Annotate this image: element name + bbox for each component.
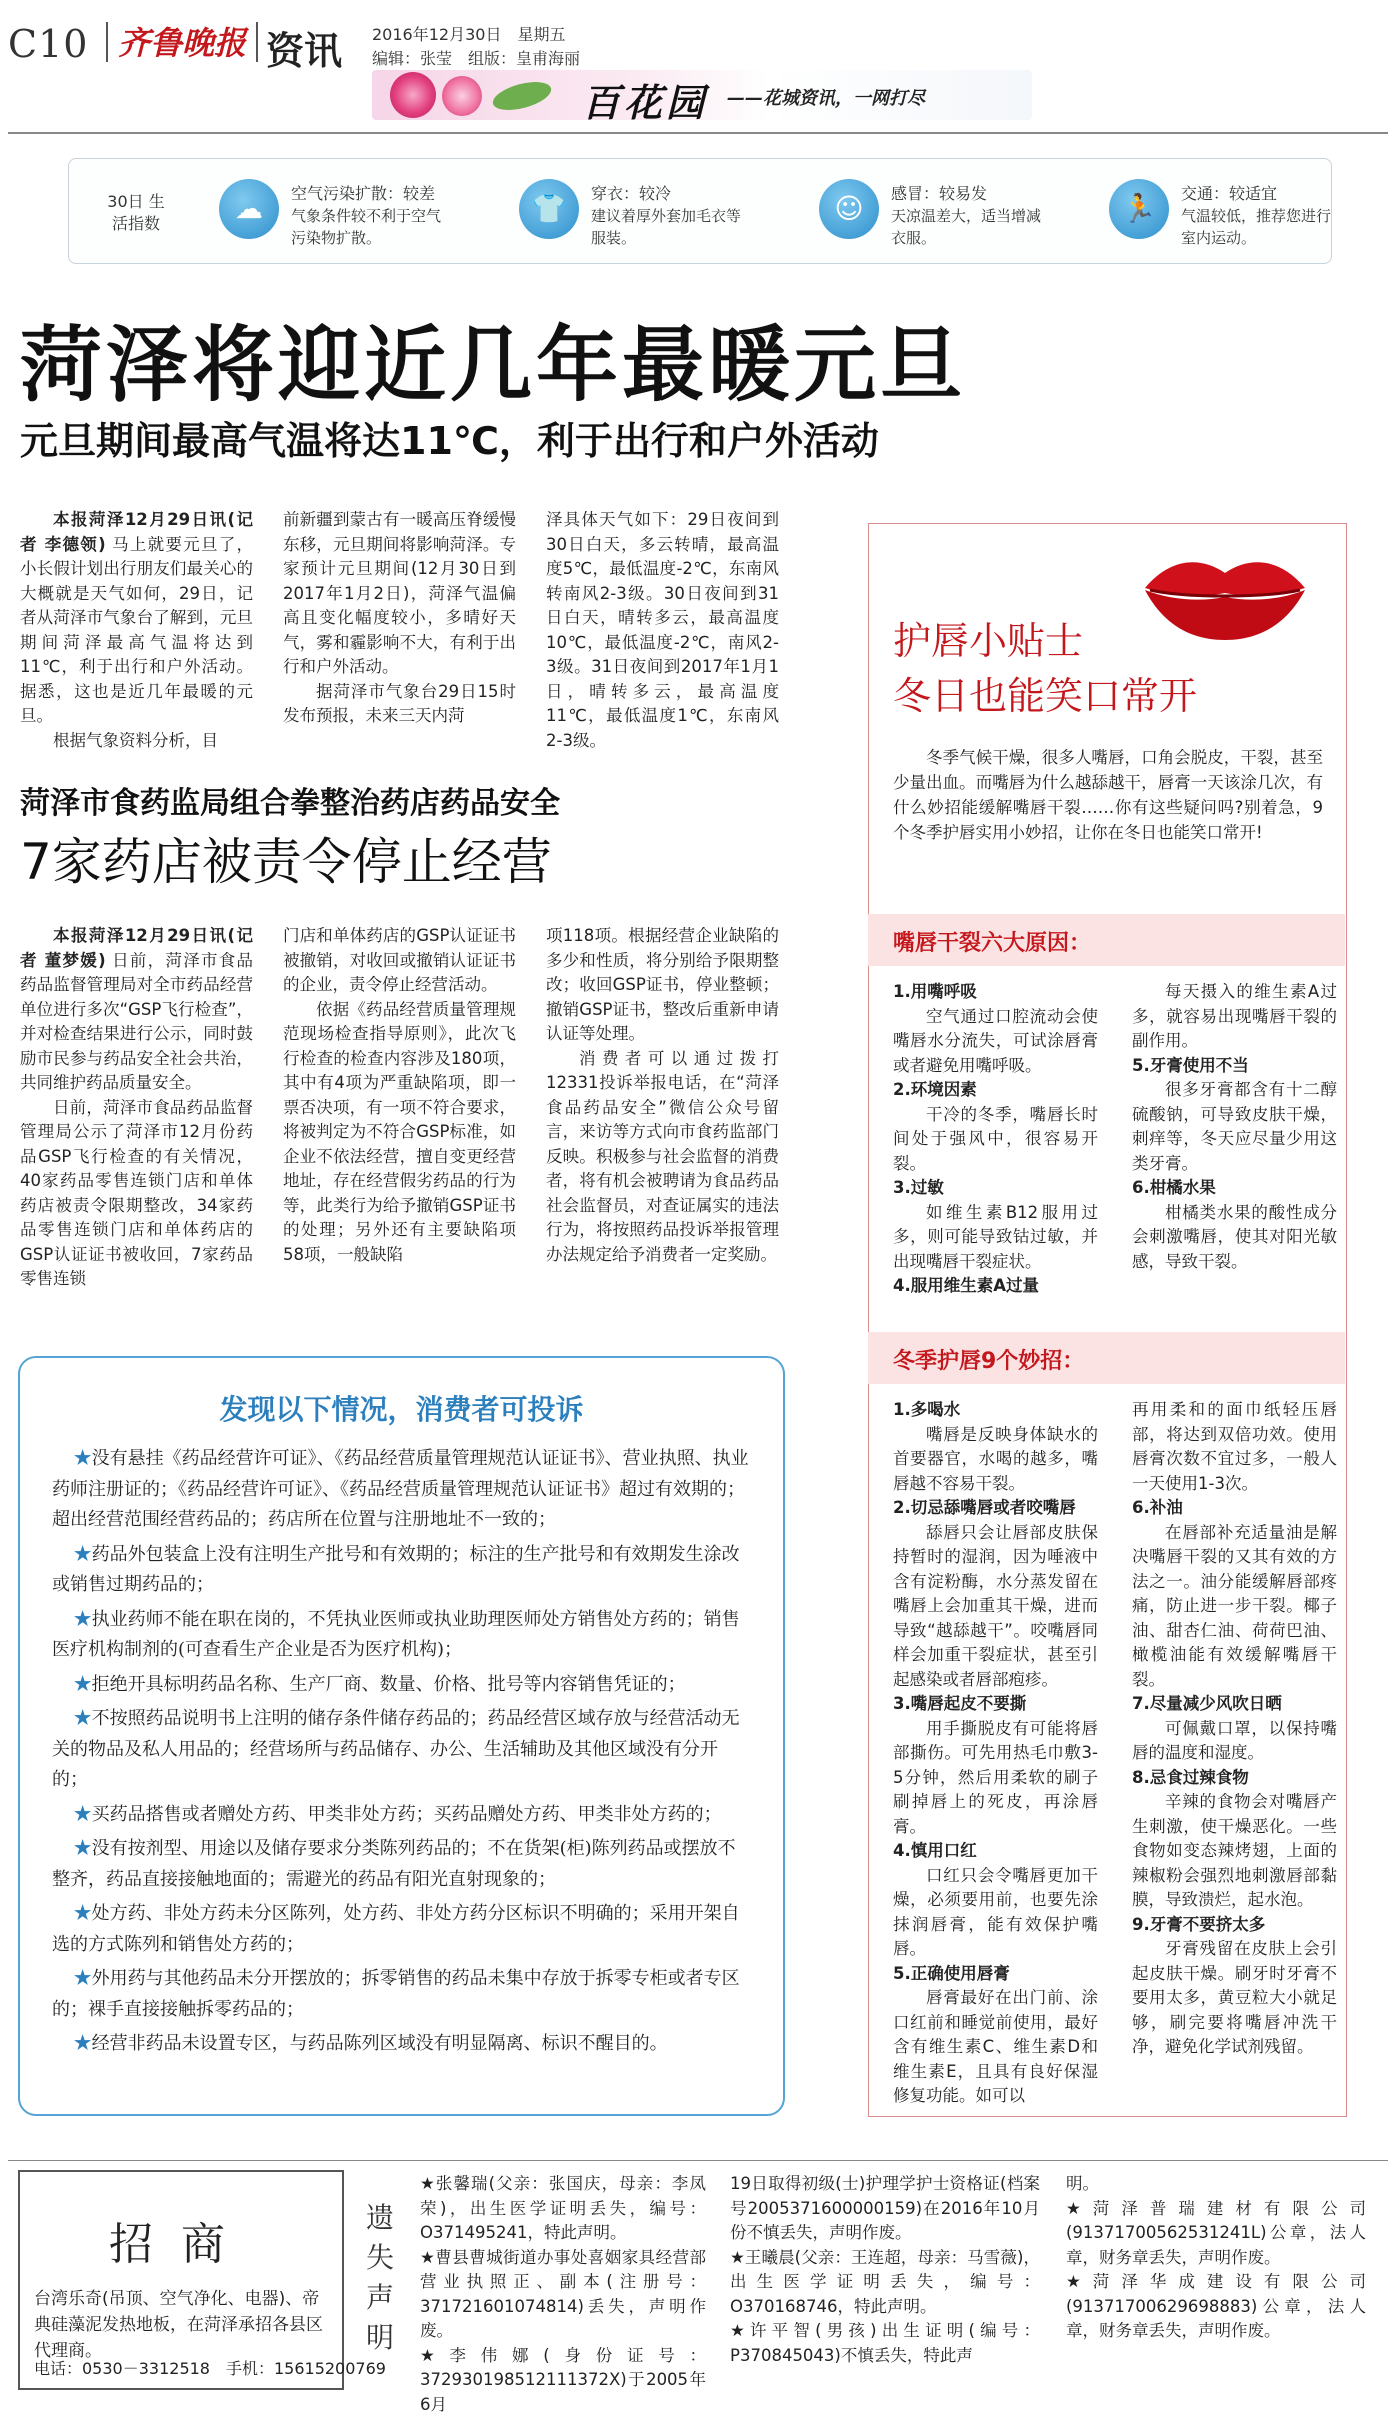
- star-icon: ★: [74, 1609, 92, 1630]
- article2-text: 消费者可以通过拨打12331投诉举报电话，在“菏泽食品药品安全”微信公众号留言，来访等方式向市食药监部门反映。积极参与社会监督的消费者，将有机会被聘请为食品药品社会监督员，对查证属实的违法行为，将按照药品投诉举报管理办法规定给予消费者一定奖励。: [546, 1047, 779, 1268]
- tips-heading: 冬季护唇9个妙招：: [893, 1344, 1084, 1375]
- tips-column-2: 再用柔和的面巾纸轻压唇部，将达到双倍功效。使用唇膏次数不宜过多，一般人一天使用1-3次。 6.补油 在唇部补充适量油是解决嘴唇干裂的又其有效的方法之一。油分能缓解唇部疼痛，防止进一步干裂。椰子油、甜杏仁油、荷荷巴油、橄榄油能有效缓解嘴唇干裂。 7.尽量减少风吹日晒 可佩戴口罩，以保持嘴唇的温度和湿度。 8.忌食过辣食物 辛辣的食物会对嘴唇产生刺激，使干燥恶化。一些食物如变态辣烤翅，上面的辣椒粉会强烈地刺激唇部黏膜，导致溃烂，起水泡。 9.牙膏不要挤太多 牙膏残留在皮肤上会引起皮肤干燥。刷牙时牙膏不要用太多，黄豆粒大小就足够，刷完要将嘴唇冲洗干净，避免化学试剂残留。: [1132, 1398, 1337, 2060]
- article2-column-2: [283, 924, 516, 1267]
- editors-line: 编辑：张莹 组版：皇甫海丽: [372, 46, 580, 69]
- complaint-item: ★药品外包装盒上没有注明生产批号和有效期的；标注的生产批号和有效期发生涂改或销售过期药品的；: [52, 1540, 752, 1601]
- investment-ad-phone: 电话：0530－3312518 手机：15615200769: [34, 2356, 386, 2379]
- article2-column-1: [20, 924, 253, 1292]
- reasons-column-2: 每天摄入的维生素A过多，就容易出现嘴唇干裂的副作用。 5.牙膏使用不当 很多牙膏都含有十二醇硫酸钠，可导致皮肤干燥，刺痒等，冬天应尽量少用这类牙膏。 6.柑橘水果 柑橘类水果的酸性成分会刺激嘴唇，使其对阳光敏感，导致干裂。: [1132, 980, 1337, 1274]
- article2-column-3: [546, 924, 779, 1267]
- star-icon: ★: [74, 1804, 92, 1825]
- main-headline: 菏泽将迎近几年最暖元旦: [20, 300, 966, 417]
- article2-text: 依据《药品经营质量管理规范现场检查指导原则》，此次飞行检查的检查内容涉及180项，其中有4项为严重缺陷项，即一票否决项，有一项不符合要求，将被判定为不符合GSP标准，如企业不依法经营，擅自变更经营地址，存在经营假劣药品的行为等，此类行为给予撤销GSP证书的处理；另外还有主要缺陷项58项，一般缺陷: [283, 998, 516, 1268]
- bottom-rule: [8, 2160, 1388, 2161]
- lost-notice-item: ★曹县曹城街道办事处喜姻家具经营部营业执照正、副本(注册号：371721601074814)丢失，声明作废。: [420, 2246, 706, 2344]
- article2-text: 门店和单体药店的GSP认证证书被撤销，对收回或撤销认证证书的企业，责令停止经营活动。: [283, 924, 516, 998]
- complaint-list: [52, 1444, 752, 2064]
- column-banner: [372, 70, 1032, 120]
- life-index-text: 气象条件较不利于空气污染物扩散。: [291, 205, 441, 249]
- article2-byline: 本报菏泽12月29日讯(记者 董梦媛): [20, 926, 253, 970]
- lost-notice-item: ★菏泽普瑞建材有限公司(91371700562531241L)公章，法人章，财务章丢失，声明作废。: [1066, 2197, 1366, 2271]
- star-icon: ★: [74, 1544, 92, 1565]
- star-icon: ★: [74, 2033, 92, 2054]
- header-divider: [256, 22, 258, 62]
- article1-text: 前新疆到蒙古有一暖高压脊缓慢东移，元旦期间将影响菏泽。专家预计元旦期间(12月30日到2017年1月2日)，菏泽气温偏高且变化幅度较小，多晴好天气，雾和霾影响不大，有利于出行和户外活动。: [283, 508, 516, 680]
- section-title: 资讯: [266, 20, 342, 75]
- star-icon: ★: [74, 1968, 92, 1989]
- lost-notice-item: 19日取得初级(士)护理学护士资格证(档案号2005371600000159)在2016年10月份不慎丢失，声明作废。: [730, 2172, 1040, 2246]
- complaint-item: ★经营非药品未设置专区，与药品陈列区域没有明显隔离、标识不醒目的。: [52, 2029, 752, 2060]
- lost-notice-column-1: [420, 2172, 706, 2417]
- article1-text: 据菏泽市气象台29日15时发布预报，未来三天内菏: [283, 680, 516, 729]
- lips-icon: [1140, 548, 1310, 643]
- main-subheadline: 元旦期间最高气温将达11℃，利于出行和户外活动: [20, 410, 879, 465]
- leaf-icon: [490, 77, 554, 116]
- article1-text: 马上就要元旦了，小长假计划出行朋友们最关心的大概就是天气如何，29日，记者从菏泽市气象台了解到，元旦期间菏泽最高气温将达到11℃，利于出行和户外活动。据悉，这也是近几年最暖的元旦。: [20, 535, 253, 726]
- lost-notice-label: 遗失声明: [360, 2198, 400, 2358]
- life-index-text: 天凉温差大，适当增减衣服。: [891, 205, 1041, 249]
- lost-notice-item: ★李伟娜(身份证号：372930198512111372X)于2005年6月: [420, 2344, 706, 2417]
- article1-column-2: [283, 508, 516, 729]
- complaint-title: 发现以下情况，消费者可投诉: [20, 1388, 783, 1428]
- complaint-item: ★执业药师不能在职在岗的，不凭执业医师或执业助理医师处方销售处方药的；销售医疗机构制剂的(可查看生产企业是否为医疗机构)；: [52, 1605, 752, 1666]
- article2-text: 项118项。根据经营企业缺陷的多少和性质，将分别给予限期整改；收回GSP证书，停业整顿；撤销GSP证书，整改后重新申请认证等处理。: [546, 924, 779, 1047]
- banner-slogan: ——花城资讯，一网打尽: [727, 84, 925, 110]
- article1-text: 根据气象资料分析，目: [20, 729, 253, 754]
- lip-care-subtitle: 冬日也能笑口常开: [893, 665, 1197, 720]
- life-index-box: [68, 158, 1332, 264]
- complaint-box: [18, 1356, 785, 2116]
- investment-ad-text: 台湾乐奇(吊顶、空气净化、电器)、帝典硅藻泥发热地板，在菏泽承招各县区代理商。: [34, 2286, 334, 2364]
- life-index-title: 交通：较适宜: [1181, 181, 1277, 204]
- reasons-column-1: 1.用嘴呼吸 空气通过口腔流动会使嘴唇水分流失，可试涂唇膏或者避免用嘴呼吸。 2.环境因素 干冷的冬季，嘴唇长时间处于强风中，很容易开裂。 3.过敏 如维生素B12服用过多，则可能导致钴过敏，并出现嘴唇干裂症状。 4.服用维生素A过量: [893, 980, 1098, 1299]
- newspaper-logo: 齐鲁晚报: [118, 18, 246, 64]
- life-index-title: 空气污染扩散：较差: [291, 181, 435, 204]
- complaint-item: ★处方药、非处方药未分区陈列，处方药、非处方药分区标识不明确的；采用开架自选的方式陈列和销售处方药的；: [52, 1899, 752, 1960]
- lost-notice-item: ★张馨瑞(父亲：张国庆，母亲：李凤荣)，出生医学证明丢失，编号：O371495241，特此声明。: [420, 2172, 706, 2246]
- page-number: C10: [8, 22, 88, 66]
- lost-notice-item: ★许平智(男孩)出生证明(编号：P370845043)不慎丢失，特此声: [730, 2319, 1040, 2368]
- life-index-text: 建议着厚外套加毛衣等服装。: [591, 205, 741, 249]
- cold-icon: ☺: [819, 179, 879, 239]
- air-icon: ☁: [219, 179, 279, 239]
- life-index-title: 感冒：较易发: [891, 181, 987, 204]
- complaint-item: ★不按照药品说明书上注明的储存条件储存药品的；药品经营区域存放与经营活动无关的物品及私人用品的；经营场所与药品储存、办公、生活辅助及其他区域没有分开的；: [52, 1704, 752, 1796]
- star-icon: ★: [74, 1903, 92, 1924]
- lost-notice-item: ★王曦晨(父亲：王连超，母亲：马雪薇)，出生医学证明丢失，编号：O370168746，特此声明。: [730, 2246, 1040, 2320]
- star-icon: ★: [74, 1674, 92, 1695]
- article1-column-1: [20, 508, 253, 753]
- banner-title: 百花园: [582, 72, 708, 120]
- article1-column-3: [546, 508, 779, 753]
- life-index-label: 30日 生活指数: [101, 191, 171, 235]
- complaint-item: ★外用药与其他药品未分开摆放的；拆零销售的药品未集中存放于拆零专柜或者专区的；裸手直接接触拆零药品的；: [52, 1964, 752, 2025]
- article1-text: 泽具体天气如下：29日夜间到30日白天，多云转晴，最高温度5℃，最低温度-2℃，东南风转南风2-3级。30日夜间到31日白天，晴转多云，最高温度10℃，最低温度-2℃，南风2-3级。31日夜间到2017年1月1日，晴转多云，最高温度11℃，最低温度1℃，东南风2-3级。: [546, 508, 779, 753]
- traffic-icon: 🏃: [1109, 179, 1169, 239]
- lip-care-intro: 冬季气候干燥，很多人嘴唇，口角会脱皮，干裂，甚至少量出血。而嘴唇为什么越舔越干，唇膏一天该涂几次，有什么妙招能缓解嘴唇干裂……你有这些疑问吗?别着急，9个冬季护唇实用小妙招，让你在冬日也能笑口常开!: [893, 745, 1323, 845]
- investment-ad-box: [18, 2170, 344, 2390]
- clothes-icon: 👕: [519, 179, 579, 239]
- issue-date: 2016年12月30日 星期五: [372, 22, 565, 45]
- lost-notice-column-3: [1066, 2172, 1366, 2344]
- tips-column-1: 1.多喝水 嘴唇是反映身体缺水的首要器官，水喝的越多，嘴唇越不容易干裂。 2.切忌舔嘴唇或者咬嘴唇 舔唇只会让唇部皮肤保持暂时的湿润，因为唾液中含有淀粉酶，水分蒸发留在嘴唇上会加重其干燥，进而导致“越舔越干”。咬嘴唇同样会加重干裂症状，甚至引起感染或者唇部疱疹。 3.嘴唇起皮不要撕 用手撕脱皮有可能将唇部撕伤。可先用热毛巾敷3-5分钟，然后用柔软的刷子刷掉唇上的死皮，再涂唇膏。 4.慎用口红 口红只会令嘴唇更加干燥，必须要用前，也要先涂抹润唇膏，能有效保护嘴唇。 5.正确使用唇膏 唇膏最好在出门前、涂口红前和睡觉前使用，最好含有维生素C、维生素D和维生素E，且具有良好保湿修复功能。如可以: [893, 1398, 1098, 2109]
- reasons-heading: 嘴唇干裂六大原因：: [893, 926, 1091, 957]
- star-icon: ★: [74, 1708, 92, 1729]
- article1-byline: 本报菏泽12月29日讯(记者 李德领): [20, 510, 253, 554]
- lost-notice-item: 明。: [1066, 2172, 1366, 2197]
- header-rule: [8, 132, 1388, 134]
- lip-care-title: 护唇小贴士: [893, 610, 1083, 665]
- life-index-title: 穿衣：较冷: [591, 181, 671, 204]
- investment-ad-title: 招商: [20, 2208, 342, 2272]
- complaint-item: ★买药品搭售或者赠处方药、甲类非处方药；买药品赠处方药、甲类非处方药的；: [52, 1800, 752, 1831]
- life-index-text: 气温较低，推荐您进行室内运动。: [1181, 205, 1331, 249]
- star-icon: ★: [74, 1448, 92, 1469]
- flower-icon: [442, 76, 482, 116]
- complaint-item: ★没有悬挂《药品经营许可证》、《药品经营质量管理规范认证证书》、营业执照、执业药师注册证的；《药品经营许可证》、《药品经营质量管理规范认证证书》超过有效期的；超出经营范围经营药品的；药店所在位置与注册地址不一致的；: [52, 1444, 752, 1536]
- article2-subheadline: 7家药店被责令停止经营: [20, 822, 552, 894]
- lost-notice-column-2: [730, 2172, 1040, 2368]
- lost-notice-item: ★菏泽华成建设有限公司(91371700629698883)公章，法人章，财务章丢失，声明作废。: [1066, 2270, 1366, 2344]
- article2-headline: 菏泽市食药监局组合拳整治药店药品安全: [20, 778, 560, 822]
- article2-text: 日前，菏泽市食品药品监督管理局对全市药品经营单位进行多次“GSP飞行检查”，并对检查结果进行公示，同时鼓励市民参与药品安全社会共治，共同维护药品质量安全。: [20, 951, 253, 1093]
- flower-icon: [390, 72, 436, 118]
- complaint-item: ★没有按剂型、用途以及储存要求分类陈列药品的；不在货架(柜)陈列药品或摆放不整齐，药品直接接触地面的；需避光的药品有阳光直射现象的；: [52, 1834, 752, 1895]
- header-divider: [106, 22, 108, 62]
- star-icon: ★: [74, 1838, 92, 1859]
- complaint-item: ★拒绝开具标明药品名称、生产厂商、数量、价格、批号等内容销售凭证的；: [52, 1670, 752, 1701]
- article2-text: 日前，菏泽市食品药品监督管理局公示了菏泽市12月份药品GSP飞行检查的有关情况，40家药品零售连锁门店和单体药店被责令限期整改，34家药品零售连锁门店和单体药店的GSP认证证书被收回，7家药品零售连锁: [20, 1096, 253, 1292]
